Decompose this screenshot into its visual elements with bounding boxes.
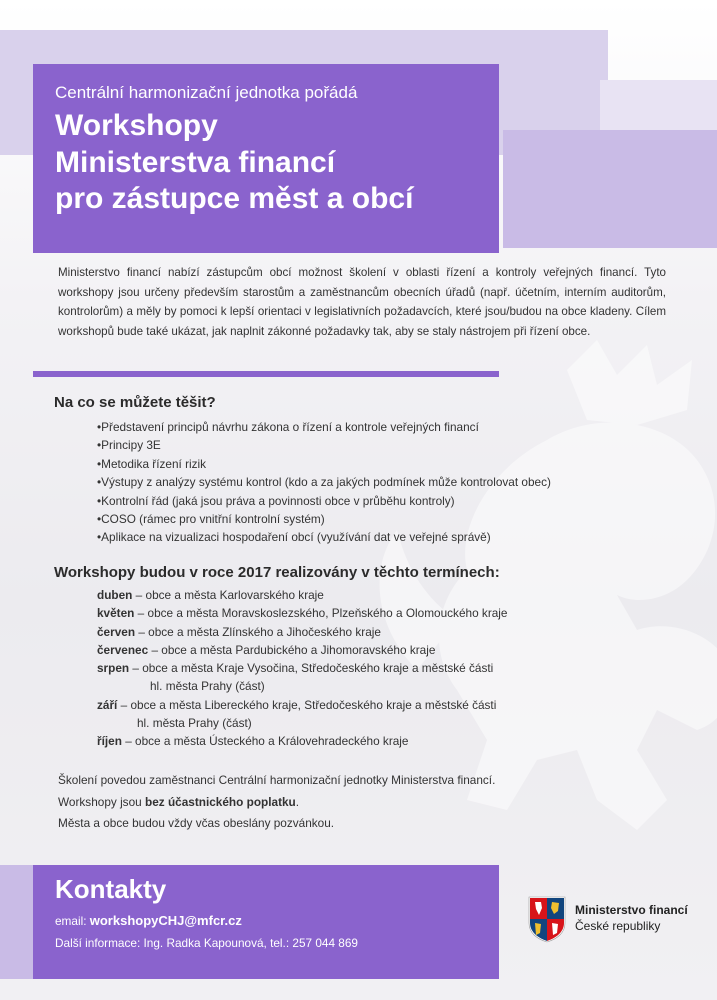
schedule-row <box>97 586 508 604</box>
schedule-month: červen <box>97 624 136 639</box>
decorative-band-right <box>600 80 717 130</box>
schedule-row-continuation: hl. města Prahy (část) <box>137 716 252 731</box>
schedule-row-continuation: hl. města Prahy (část) <box>150 679 265 694</box>
schedule-month: srpen <box>97 661 130 676</box>
schedule-regions: – obce a města Zlínského a Jihočeského kraje <box>135 624 381 639</box>
schedule-row <box>97 659 508 677</box>
benefits-list-item: • Kontrolní řád (jaká jsou práva a povinnosti obce v průběhu kontroly) <box>97 492 551 510</box>
benefits-list-item: • Principy 3E <box>97 436 551 454</box>
schedule-regions: – obce a města Kraje Vysočina, Středočeského kraje a městské části <box>129 661 494 676</box>
schedule-row <box>97 732 508 750</box>
benefits-list-item: • Představení principů návrhu zákona o řízení a kontrole veřejných financí <box>97 418 551 436</box>
logo-line-1: Ministerstvo financí <box>575 903 688 917</box>
decorative-band-side <box>503 130 717 248</box>
page-title: Workshopy Ministerstva financí pro zástupce měst a obcí <box>55 109 414 216</box>
schedule-regions: – obce a města Pardubického a Jihomoravského kraje <box>148 642 436 657</box>
email-link[interactable]: workshopyCHJ@mfcr.cz <box>89 913 242 928</box>
ministry-logo <box>527 895 697 945</box>
benefits-list-item: • COSO (rámec pro vnitřní kontrolní systém) <box>97 510 551 528</box>
schedule-month: červenec <box>97 642 149 657</box>
benefits-list-item: • Výstupy z analýzy systému kontrol (kdo a za jakých podmínek může kontrolovat obec) <box>97 473 551 491</box>
benefits-heading: Na co se můžete těšit? <box>54 394 216 411</box>
schedule-regions: – obce a města Moravskoslezského, Plzeňského a Olomouckého kraje <box>134 606 508 621</box>
contact-info: Další informace: Ing. Radka Kapounová, tel.: 257 044 869 <box>55 936 358 950</box>
contacts-banner <box>33 865 499 979</box>
schedule-month: duben <box>97 588 133 602</box>
benefits-list-item: • Metodika řízení rizik <box>97 455 551 473</box>
footer-line-3: Města a obce budou vždy včas obeslány pozvánkou. <box>58 816 335 831</box>
footer-line-1: Školení povedou zaměstnanci Centrální harmonizační jednotky Ministerstva financí. <box>58 773 496 787</box>
czech-coat-of-arms-icon <box>527 895 567 943</box>
footer-line-2 <box>58 792 495 814</box>
decorative-band-bottom <box>0 865 33 979</box>
benefits-list-item: • Aplikace na vizualizaci hospodaření obcí (využívání dat ve veřejné správě) <box>97 528 551 546</box>
contacts-title: Kontakty <box>55 874 167 904</box>
footer-line-2-suffix: . <box>295 794 300 809</box>
schedule-row <box>97 696 508 714</box>
schedule-regions: – obce a města Karlovarského kraje <box>132 588 324 602</box>
section-divider <box>33 371 499 377</box>
fee-note: bez účastnického poplatku <box>145 794 296 809</box>
schedule-list <box>97 586 508 751</box>
schedule-month: září <box>97 697 118 712</box>
schedule-heading: Workshopy budou v roce 2017 realizovány v těchto termínech: <box>54 564 500 581</box>
header-subtitle: Centrální harmonizační jednotka pořádá <box>55 83 358 102</box>
header-banner <box>33 64 499 253</box>
footer-line-2-prefix: Workshopy jsou <box>58 794 145 809</box>
schedule-month: říjen <box>97 734 122 749</box>
schedule-month: květen <box>97 606 135 621</box>
schedule-regions: – obce a města Ústeckého a Královehradeckého kraje <box>121 734 409 749</box>
schedule-row <box>97 641 508 659</box>
benefits-list <box>97 418 551 547</box>
schedule-row <box>97 604 508 622</box>
schedule-regions: – obce a města Libereckého kraje, Středočeského kraje a městské části <box>117 697 497 712</box>
contact-email <box>55 913 242 928</box>
schedule-row <box>97 623 508 641</box>
email-label: email: <box>55 914 90 928</box>
footer-notes <box>58 770 495 835</box>
logo-line-2: České republiky <box>575 919 661 933</box>
intro-paragraph: Ministerstvo financí nabízí zástupcům obcí možnost školení v oblasti řízení a kontroly veřejných financí. Tyto workshopy jsou určeny především starostům a zaměstnancům obecních úřadů (např. účetním, interním auditorům, kontrolorům) a měly by pomoci k lepší orientaci v legislativních požadavcích, které jsou/budou na obce kladeny. Cílem workshopů bude také ukázat, jak naplnit zákonné požadavky tak, aby se staly nástrojem při řízení obce. <box>58 266 666 338</box>
